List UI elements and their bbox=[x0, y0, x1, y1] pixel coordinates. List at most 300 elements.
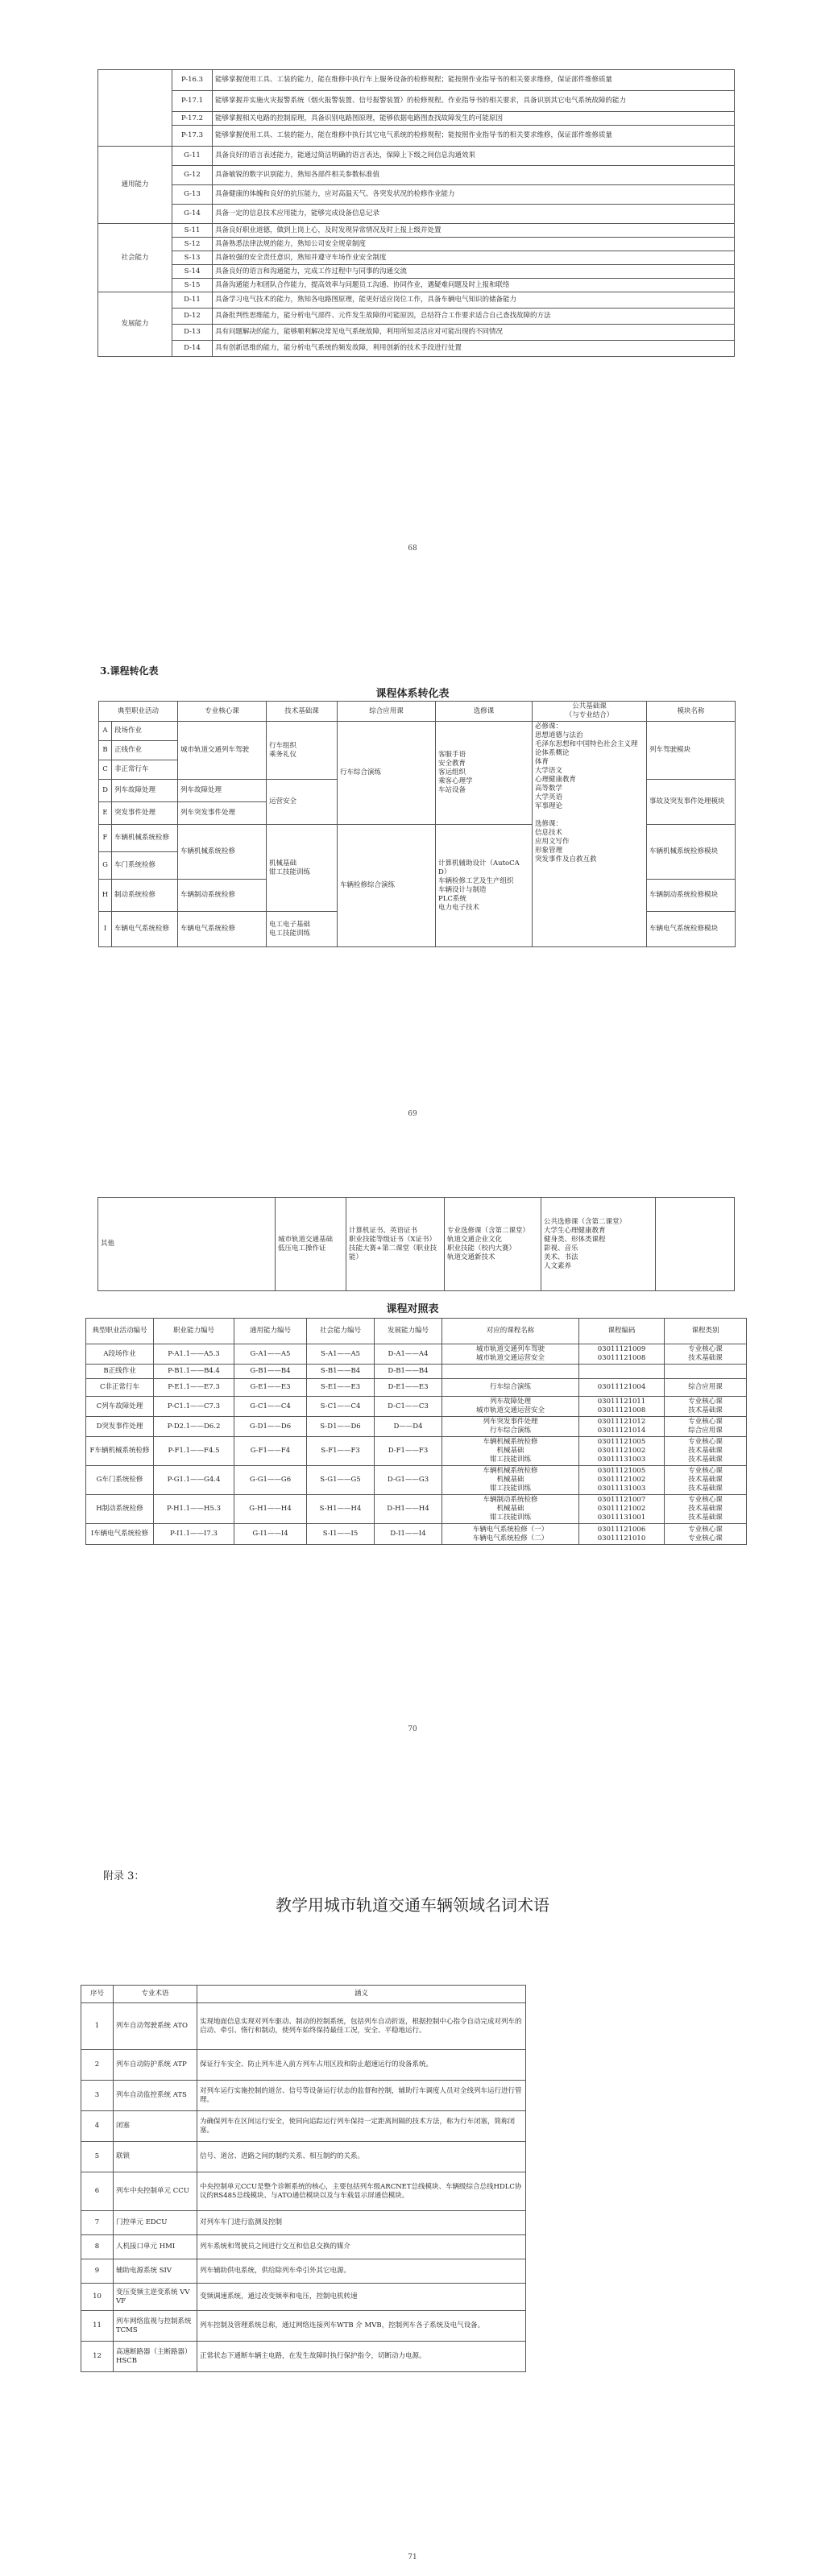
ability-group bbox=[98, 70, 172, 147]
header-cell: 典型职业活动 bbox=[99, 702, 178, 722]
table-row bbox=[98, 325, 735, 341]
header-cell: 对应的课程名称 bbox=[442, 1319, 579, 1344]
term-number: 11 bbox=[81, 2311, 114, 2342]
core-course: 车辆制动系统检修 bbox=[178, 880, 267, 912]
row-courses bbox=[442, 1365, 579, 1379]
term-number: 10 bbox=[81, 2284, 114, 2311]
row-types-item: 专业核心课 bbox=[688, 1418, 723, 1426]
ability-code: P-16.3 bbox=[172, 70, 213, 91]
module-name: 列车驾驶模块 bbox=[647, 722, 736, 780]
term-name: 变压变频主逆变系统 VVVF bbox=[114, 2284, 197, 2311]
table-row bbox=[81, 2284, 526, 2311]
ability-description: 具备熟悉法律法规的能力，熟知公司安全规章制度 bbox=[213, 238, 735, 251]
row-courses-item: 城市轨道交通运营安全 bbox=[475, 1354, 545, 1362]
section-heading: 3.课程转化表 bbox=[100, 665, 159, 677]
table-row bbox=[98, 126, 735, 147]
activity-letter: D bbox=[99, 780, 112, 802]
term-name: 列车中央控制单元 CCU bbox=[114, 2172, 197, 2211]
row-codes bbox=[579, 1379, 665, 1397]
row-codes-item: 03011121014 bbox=[597, 1427, 646, 1435]
ability-table bbox=[97, 69, 735, 357]
table-row bbox=[98, 166, 735, 185]
table-row bbox=[81, 2050, 526, 2081]
ability-code: P-17.1 bbox=[172, 91, 213, 112]
term-number: 12 bbox=[81, 2342, 114, 2372]
table-row bbox=[98, 292, 735, 309]
row-codes-item: 03011121011 bbox=[597, 1398, 646, 1406]
row-types-item: 综合应用课 bbox=[688, 1383, 723, 1391]
row-g: G-E1——E3 bbox=[234, 1379, 307, 1397]
term-definition: 列车控制及管理系统总称，通过网络连接列车WTB 介 MVB，控制列车各子系统及电气设备。 bbox=[197, 2311, 526, 2342]
row-courses bbox=[442, 1344, 579, 1365]
row-d: D——D4 bbox=[375, 1417, 442, 1437]
term-name: 列车自动监控系统 ATS bbox=[114, 2081, 197, 2111]
ability-description: 能够掌握相关电路的控制原理，具备识别电路图原理，能够依据电路图查找故障发生的可能原因 bbox=[213, 112, 735, 126]
ability-description: 具备一定的信息技术应用能力，能够完成设备信息记录 bbox=[213, 205, 735, 224]
ability-code: S-14 bbox=[172, 265, 213, 279]
row-d: D-I1——I4 bbox=[375, 1524, 442, 1545]
activity-letter: B bbox=[99, 741, 112, 760]
term-definition: 变频调速系统，通过改变频率和电压，控制电机转速 bbox=[197, 2284, 526, 2311]
elective-course: 客服手语 安全教育 客运组织 乘客心理学 车站设备 bbox=[436, 722, 533, 825]
row-s: S-H1——H4 bbox=[307, 1495, 375, 1524]
table-row bbox=[81, 2342, 526, 2372]
row-d: D-G1——G3 bbox=[375, 1466, 442, 1495]
other-integrated: 计算机证书、英语证书 职业技能等级证书（X证书） 技能大赛+第二课堂（职业技能） bbox=[346, 1198, 445, 1291]
row-s: S-E1——E3 bbox=[307, 1379, 375, 1397]
row-types-item: 专业核心课 bbox=[688, 1438, 723, 1446]
table-row bbox=[98, 341, 735, 357]
term-definition: 信号、道岔、进路之间的制约关系、相互制约的关系。 bbox=[197, 2142, 526, 2172]
header-cell: 通用能力编号 bbox=[234, 1319, 307, 1344]
ability-description: 具备良好的语言表述能力，能通过简洁明确的语言表达，保障上下级之间信息沟通效果 bbox=[213, 147, 735, 166]
row-d: D-B1——B4 bbox=[375, 1365, 442, 1379]
course-comparison-table bbox=[85, 1318, 747, 1545]
elective-course: 计算机辅助设计（AutoCAD） 车辆检修工艺及生产组织 车辆设计与制造 PLC系统 电力电子技术 bbox=[436, 825, 533, 947]
core-course: 列车故障处理 bbox=[178, 780, 267, 802]
row-types-item: 技术基础课 bbox=[688, 1485, 723, 1493]
term-name: 辅助电源系统 SIV bbox=[114, 2259, 197, 2284]
appendix-label: 附录 3： bbox=[103, 1870, 145, 1882]
activity-letter: I bbox=[99, 912, 112, 947]
row-g: G-G1——G6 bbox=[234, 1466, 307, 1495]
header-cell: 模块名称 bbox=[647, 702, 736, 722]
term-number: 3 bbox=[81, 2081, 114, 2111]
term-number: 5 bbox=[81, 2142, 114, 2172]
row-courses-item: 机械基础 bbox=[496, 1447, 524, 1455]
ability-code: P-17.2 bbox=[172, 112, 213, 126]
ability-group: 发展能力 bbox=[98, 292, 172, 357]
table-row bbox=[81, 2142, 526, 2172]
row-codes bbox=[579, 1344, 665, 1365]
table-row bbox=[81, 2172, 526, 2211]
row-act: H制动系统检修 bbox=[86, 1495, 154, 1524]
header-cell: 涵义 bbox=[197, 1986, 526, 2003]
row-codes bbox=[579, 1417, 665, 1437]
integrated-course: 行车综合演练 bbox=[338, 722, 436, 825]
table-row bbox=[98, 238, 735, 251]
activity-name: 非正常行车 bbox=[112, 760, 178, 780]
term-number: 7 bbox=[81, 2211, 114, 2235]
term-name: 联锁 bbox=[114, 2142, 197, 2172]
row-codes-item: 03011121006 bbox=[597, 1525, 646, 1534]
row-p: P-D2.1——D6.2 bbox=[154, 1417, 234, 1437]
activity-name: 段场作业 bbox=[112, 722, 178, 741]
term-number: 9 bbox=[81, 2259, 114, 2284]
table-row bbox=[81, 2211, 526, 2235]
tech-course: 运营安全 bbox=[267, 780, 338, 825]
ability-code: D-12 bbox=[172, 309, 213, 325]
row-g: G-D1——D6 bbox=[234, 1417, 307, 1437]
header-cell: 发展能力编号 bbox=[375, 1319, 442, 1344]
row-types bbox=[665, 1466, 747, 1495]
ability-description: 具备健康的体魄和良好的抗压能力，应对高温天气、各突发状况的检修作业能力 bbox=[213, 185, 735, 205]
table-row bbox=[81, 2081, 526, 2111]
public-course: 必修课： 思想道德与法治 毛泽东思想和中国特色社会主义理论体系概论 体育 大学语文 心理健康教育 高等数学 大学英语 军事理论 选修课： 信息技术 应用文写作 形象管理 突发事件及自救互救 bbox=[533, 722, 647, 947]
ability-description: 具备敏锐的数字识别能力，熟知各部件相关参数标准值 bbox=[213, 166, 735, 185]
row-codes-item: 03011121012 bbox=[597, 1418, 646, 1426]
table-row bbox=[98, 309, 735, 325]
activity-letter: E bbox=[99, 802, 112, 825]
row-types bbox=[665, 1365, 747, 1379]
ability-code: S-13 bbox=[172, 251, 213, 265]
row-codes-item: 03011121005 bbox=[597, 1467, 646, 1475]
table-row bbox=[98, 147, 735, 166]
row-d: D-C1——C3 bbox=[375, 1397, 442, 1417]
row-codes bbox=[579, 1466, 665, 1495]
ability-code: S-12 bbox=[172, 238, 213, 251]
table-row bbox=[86, 1437, 747, 1466]
ability-code: D-13 bbox=[172, 325, 213, 341]
row-p: P-F1.1——F4.5 bbox=[154, 1437, 234, 1466]
table-row bbox=[86, 1379, 747, 1397]
header-cell: 选修课 bbox=[436, 702, 533, 722]
row-codes-item: 03011131001 bbox=[597, 1514, 646, 1522]
row-p: P-A1.1——A5.3 bbox=[154, 1344, 234, 1365]
row-act: I车辆电气系统检修 bbox=[86, 1524, 154, 1545]
term-definition: 对列车运行实施控制的道岔、信号等设备运行状态的监督和控制，辅助行车调度人员对全线列车运行进行管理。 bbox=[197, 2081, 526, 2111]
row-courses bbox=[442, 1397, 579, 1417]
ability-code: G-13 bbox=[172, 185, 213, 205]
ability-description: 具备良好的语言和沟通能力，完成工作过程中与同事的沟通交流 bbox=[213, 265, 735, 279]
row-types-item: 技术基础课 bbox=[688, 1354, 723, 1362]
row-courses-item: 车辆电气系统检修（二） bbox=[472, 1534, 549, 1543]
tech-course: 机械基础 钳工技能训练 bbox=[267, 825, 338, 912]
row-g: G-I1——I4 bbox=[234, 1524, 307, 1545]
other-label: 其他 bbox=[98, 1198, 276, 1291]
row-p: P-E1.1——E7.3 bbox=[154, 1379, 234, 1397]
ability-group: 社会能力 bbox=[98, 224, 172, 292]
row-s: S-G1——G5 bbox=[307, 1466, 375, 1495]
row-d: D-E1——E3 bbox=[375, 1379, 442, 1397]
term-definition: 对列车车门进行监测及控制 bbox=[197, 2211, 526, 2235]
row-p: P-B1.1——B4.4 bbox=[154, 1365, 234, 1379]
header-cell: 综合应用课 bbox=[338, 702, 436, 722]
table-row bbox=[98, 279, 735, 292]
row-types bbox=[665, 1417, 747, 1437]
module-name: 车辆电气系统检修模块 bbox=[647, 912, 736, 947]
row-codes bbox=[579, 1495, 665, 1524]
page-number: 69 bbox=[408, 1110, 417, 1118]
row-types bbox=[665, 1379, 747, 1397]
row-codes-item: 03011121002 bbox=[597, 1476, 646, 1484]
row-act: F车辆机械系统检修 bbox=[86, 1437, 154, 1466]
table-row bbox=[98, 91, 735, 112]
row-d: D-A1——A4 bbox=[375, 1344, 442, 1365]
row-types-item: 专业核心课 bbox=[688, 1534, 723, 1543]
activity-letter: H bbox=[99, 880, 112, 912]
row-courses-item: 车辆机械系统检修 bbox=[483, 1467, 538, 1475]
appendix-title: 教学用城市轨道交通车辆领域名词术语 bbox=[276, 1895, 549, 1915]
table-row bbox=[86, 1365, 747, 1379]
activity-letter: G bbox=[99, 852, 112, 880]
term-name: 门控单元 EDCU bbox=[114, 2211, 197, 2235]
row-types bbox=[665, 1524, 747, 1545]
row-codes bbox=[579, 1397, 665, 1417]
row-types-item: 技术基础课 bbox=[688, 1406, 723, 1414]
activity-name: 车门系统检修 bbox=[112, 852, 178, 880]
row-act: D突发事件处理 bbox=[86, 1417, 154, 1437]
row-codes-item: 03011121008 bbox=[597, 1354, 646, 1362]
term-name: 列车自动防护系统 ATP bbox=[114, 2050, 197, 2081]
module-name: 事故及突发事件处理模块 bbox=[647, 780, 736, 825]
ability-description: 能够掌握并实施火灾报警系统（烟火报警装置、信号报警装置）的检修规程。作业指导书的相关要求，具备识别其它电气系统故障的能力 bbox=[213, 91, 735, 112]
page-number: 71 bbox=[408, 2553, 417, 2562]
row-courses bbox=[442, 1524, 579, 1545]
ability-code: S-15 bbox=[172, 279, 213, 292]
activity-letter: A bbox=[99, 722, 112, 741]
row-types-item: 技术基础课 bbox=[688, 1514, 723, 1522]
terminology-table bbox=[81, 1985, 526, 2372]
row-g: G-A1——A5 bbox=[234, 1344, 307, 1365]
term-definition: 实现地面信息实现对列车驱动、制动的控制系统，包括列车自动折返，根据控制中心指令自动完成对列车的启动、牵引、惰行和制动，使列车始终保持最佳工况，安全、平稳地运行。 bbox=[197, 2003, 526, 2050]
ability-description: 具备较强的安全责任意识，熟知并遵守车场作业安全制度 bbox=[213, 251, 735, 265]
row-courses-item: 列车突发事件处理 bbox=[483, 1418, 538, 1426]
activity-letter: C bbox=[99, 760, 112, 780]
ability-description: 能够掌握使用工具、工装的能力，能在维修中执行其它电气系统的检修规程；能按照作业指导书的相关要求维修，保证部件维修质量 bbox=[213, 126, 735, 147]
row-types-item: 专业核心课 bbox=[688, 1525, 723, 1534]
row-types bbox=[665, 1397, 747, 1417]
ability-description: 具备沟通能力和团队合作能力，提高效率与问题员工沟通、协同作业，遇疑难问题及时上报和联络 bbox=[213, 279, 735, 292]
row-g: G-F1——F4 bbox=[234, 1437, 307, 1466]
row-courses bbox=[442, 1417, 579, 1437]
row-types-item: 综合应用课 bbox=[688, 1427, 723, 1435]
term-definition: 列车辅助供电系统，供给除列车牵引外其它电源。 bbox=[197, 2259, 526, 2284]
activity-name: 列车故障处理 bbox=[112, 780, 178, 802]
header-cell: 社会能力编号 bbox=[307, 1319, 375, 1344]
row-codes-item: 03011121004 bbox=[597, 1383, 646, 1391]
table-row bbox=[98, 70, 735, 91]
row-types bbox=[665, 1344, 747, 1365]
table-row bbox=[81, 2311, 526, 2342]
row-codes-item: 03011121009 bbox=[597, 1345, 646, 1353]
row-types-item: 技术基础课 bbox=[688, 1447, 723, 1455]
table-row bbox=[86, 1417, 747, 1437]
header-cell: 专业术语 bbox=[114, 1986, 197, 2003]
term-number: 4 bbox=[81, 2111, 114, 2142]
ability-code: P-17.3 bbox=[172, 126, 213, 147]
header-cell: 技术基础课 bbox=[267, 702, 338, 722]
other-public: 公共选修课（含第二课堂） 大学生心理健康教育 健身类、形体类课程 影视、音乐 美术、书法 人文素养 bbox=[541, 1198, 656, 1291]
row-courses-item: 行车综合演练 bbox=[489, 1383, 531, 1391]
term-number: 8 bbox=[81, 2235, 114, 2259]
module-name: 车辆机械系统检修模块 bbox=[647, 825, 736, 880]
table-caption: 课程对照表 bbox=[386, 1303, 439, 1315]
other-tech: 城市轨道交通基础 低压电工操作证 bbox=[276, 1198, 346, 1291]
row-s: S-A1——A5 bbox=[307, 1344, 375, 1365]
row-g: G-C1——C4 bbox=[234, 1397, 307, 1417]
row-courses-item: 钳工技能训练 bbox=[489, 1514, 531, 1522]
row-codes bbox=[579, 1524, 665, 1545]
row-courses-item: 行车综合演练 bbox=[489, 1427, 531, 1435]
row-types-item: 技术基础课 bbox=[688, 1476, 723, 1484]
integrated-course: 车辆检修综合演练 bbox=[338, 825, 436, 947]
row-types bbox=[665, 1495, 747, 1524]
row-codes bbox=[579, 1437, 665, 1466]
ability-code: S-11 bbox=[172, 224, 213, 238]
table-row bbox=[86, 1344, 747, 1365]
ability-description: 具有问题解决的能力，能够顺利解决常见电气系统故障，利用所知灵活应对可能出现的不同情况 bbox=[213, 325, 735, 341]
tech-course: 电工电子基础 电工技能训练 bbox=[267, 912, 338, 947]
header-cell: 专业核心课 bbox=[178, 702, 267, 722]
module-name: 车辆制动系统检修模块 bbox=[647, 880, 736, 912]
row-courses bbox=[442, 1495, 579, 1524]
other-elective: 专业选修课（含第二课堂） 轨道交通企业文化 职业技能（校内大赛） 轨道交通新技术 bbox=[445, 1198, 541, 1291]
row-codes-item: 03011131003 bbox=[597, 1456, 646, 1464]
row-act: C非正常行车 bbox=[86, 1379, 154, 1397]
course-conversion-table-continued bbox=[97, 1197, 735, 1291]
term-definition: 列车系统和驾驶员之间进行交互和信息交换的媒介 bbox=[197, 2235, 526, 2259]
table-row bbox=[98, 251, 735, 265]
row-s: S-F1——F3 bbox=[307, 1437, 375, 1466]
term-name: 闭塞 bbox=[114, 2111, 197, 2142]
ability-group: 通用能力 bbox=[98, 147, 172, 224]
row-p: P-G1.1——G4.4 bbox=[154, 1466, 234, 1495]
ability-description: 具备学习电气技术的能力，熟知各电路图原理，能更好适应岗位工作，具备车辆电气知识的储备能力 bbox=[213, 292, 735, 309]
row-codes-item: 03011131003 bbox=[597, 1485, 646, 1493]
row-g: G-H1——H4 bbox=[234, 1495, 307, 1524]
term-number: 6 bbox=[81, 2172, 114, 2211]
course-conversion-table bbox=[98, 701, 736, 947]
row-types-item: 技术基础课 bbox=[688, 1505, 723, 1513]
row-types-item: 专业核心课 bbox=[688, 1345, 723, 1353]
row-types-item: 专业核心课 bbox=[688, 1398, 723, 1406]
table-row bbox=[81, 2235, 526, 2259]
row-courses-item: 城市轨道交通运营安全 bbox=[475, 1406, 545, 1414]
activity-name: 突发事件处理 bbox=[112, 802, 178, 825]
table-caption: 课程体系转化表 bbox=[375, 688, 450, 700]
row-courses-item: 钳工技能训练 bbox=[489, 1485, 531, 1493]
row-courses-item: 列车故障处理 bbox=[489, 1398, 531, 1406]
table-row bbox=[81, 2111, 526, 2142]
ability-code: D-14 bbox=[172, 341, 213, 357]
table-row bbox=[86, 1495, 747, 1524]
row-act: G车门系统检修 bbox=[86, 1466, 154, 1495]
row-types-item: 技术基础课 bbox=[688, 1456, 723, 1464]
ability-description: 能够掌握使用工具、工装的能力，能在维修中执行车上服务设备的检修规程；能按照作业指导书的相关要求维修，保证部件维修质量 bbox=[213, 70, 735, 91]
row-p: P-I1.1——I7.3 bbox=[154, 1524, 234, 1545]
term-name: 人机接口单元 HMI bbox=[114, 2235, 197, 2259]
page-number: 70 bbox=[408, 1725, 417, 1733]
row-codes-item: 03011121002 bbox=[597, 1447, 646, 1455]
term-number: 2 bbox=[81, 2050, 114, 2081]
core-course: 列车突发事件处理 bbox=[178, 802, 267, 825]
row-p: P-H1.1——H5.3 bbox=[154, 1495, 234, 1524]
term-definition: 中央控制单元CCU是整个诊断系统的核心，主要包括列车级ARCNET总线模块、车辆级综合总线HDLC协议的RS485总线模块、与ATO通信模块以及与车载显示屏通信模块。 bbox=[197, 2172, 526, 2211]
table-row bbox=[98, 112, 735, 126]
header-cell: 典型职业活动编号 bbox=[86, 1319, 154, 1344]
ability-description: 具有创新思维的能力，能分析电气系统的频发故障，利用创新的技术手段进行处置 bbox=[213, 341, 735, 357]
row-s: S-B1——B4 bbox=[307, 1365, 375, 1379]
term-definition: 保证行车安全、防止列车进入前方列车占用区段和防止超速运行的设备系统。 bbox=[197, 2050, 526, 2081]
row-g: G-B1——B4 bbox=[234, 1365, 307, 1379]
header-cell: 序号 bbox=[81, 1986, 114, 2003]
row-courses bbox=[442, 1466, 579, 1495]
row-s: S-D1——D6 bbox=[307, 1417, 375, 1437]
header-cell: 课程编码 bbox=[579, 1319, 665, 1344]
core-course: 城市轨道交通列车驾驶 bbox=[178, 722, 267, 780]
table-row bbox=[98, 224, 735, 238]
core-course: 车辆机械系统检修 bbox=[178, 825, 267, 880]
table-row bbox=[98, 265, 735, 279]
row-courses-item: 城市轨道交通列车驾驶 bbox=[475, 1345, 545, 1353]
row-types-item: 专业核心课 bbox=[688, 1496, 723, 1504]
row-act: B正线作业 bbox=[86, 1365, 154, 1379]
row-codes-item: 03011121002 bbox=[597, 1505, 646, 1513]
term-name: 列车网络监视与控制系统 TCMS bbox=[114, 2311, 197, 2342]
row-codes-item: 03011121007 bbox=[597, 1496, 646, 1504]
row-act: A段场作业 bbox=[86, 1344, 154, 1365]
ability-description: 具备良好职业道德，做到上岗上心，及时发现异常情况及时上报上级并处置 bbox=[213, 224, 735, 238]
ability-code: D-11 bbox=[172, 292, 213, 309]
table-row bbox=[81, 2259, 526, 2284]
ability-code: G-14 bbox=[172, 205, 213, 224]
ability-description: 具备批判性思维能力，能分析电气部件、元件发生故障的可能原因，总结符合工作要求适合自己查找故障的方法 bbox=[213, 309, 735, 325]
term-definition: 为确保列车在区间运行安全，使同向追踪运行列车保持一定距离间隔的技术方法，称为行车闭塞，简称闭塞。 bbox=[197, 2111, 526, 2142]
term-name: 列车自动驾驶系统 ATO bbox=[114, 2003, 197, 2050]
row-codes-item: 03011121005 bbox=[597, 1438, 646, 1446]
core-course: 车辆电气系统检修 bbox=[178, 912, 267, 947]
term-definition: 正常状态下通断车辆主电路，在发生故障时执行保护指令，切断动力电源。 bbox=[197, 2342, 526, 2372]
row-courses bbox=[442, 1379, 579, 1397]
row-courses-item: 机械基础 bbox=[496, 1505, 524, 1513]
row-act: C列车故障处理 bbox=[86, 1397, 154, 1417]
header-cell: 公共基础课 （与专业结合） bbox=[533, 702, 647, 722]
page-number: 68 bbox=[408, 545, 417, 553]
row-p: P-C1.1——C7.3 bbox=[154, 1397, 234, 1417]
row-courses-item: 钳工技能训练 bbox=[489, 1456, 531, 1464]
table-row bbox=[98, 205, 735, 224]
row-d: D-F1——F3 bbox=[375, 1437, 442, 1466]
activity-name: 车辆机械系统检修 bbox=[112, 825, 178, 852]
table-row bbox=[81, 2003, 526, 2050]
row-types bbox=[665, 1437, 747, 1466]
row-codes-item: 03011121010 bbox=[597, 1534, 646, 1543]
header-cell: 职业能力编号 bbox=[154, 1319, 234, 1344]
table-row bbox=[86, 1397, 747, 1417]
tech-course: 行车组织 乘务礼仪 bbox=[267, 722, 338, 780]
row-s: S-I1——I5 bbox=[307, 1524, 375, 1545]
row-codes bbox=[579, 1365, 665, 1379]
term-number: 1 bbox=[81, 2003, 114, 2050]
row-d: D-H1——H4 bbox=[375, 1495, 442, 1524]
header-cell: 课程类别 bbox=[665, 1319, 747, 1344]
term-name: 高速断路器（主断路器）HSCB bbox=[114, 2342, 197, 2372]
row-types-item: 专业核心课 bbox=[688, 1467, 723, 1475]
ability-code: G-11 bbox=[172, 147, 213, 166]
table-row bbox=[98, 185, 735, 205]
row-courses-item: 车辆电气系统检修（一） bbox=[472, 1525, 549, 1534]
